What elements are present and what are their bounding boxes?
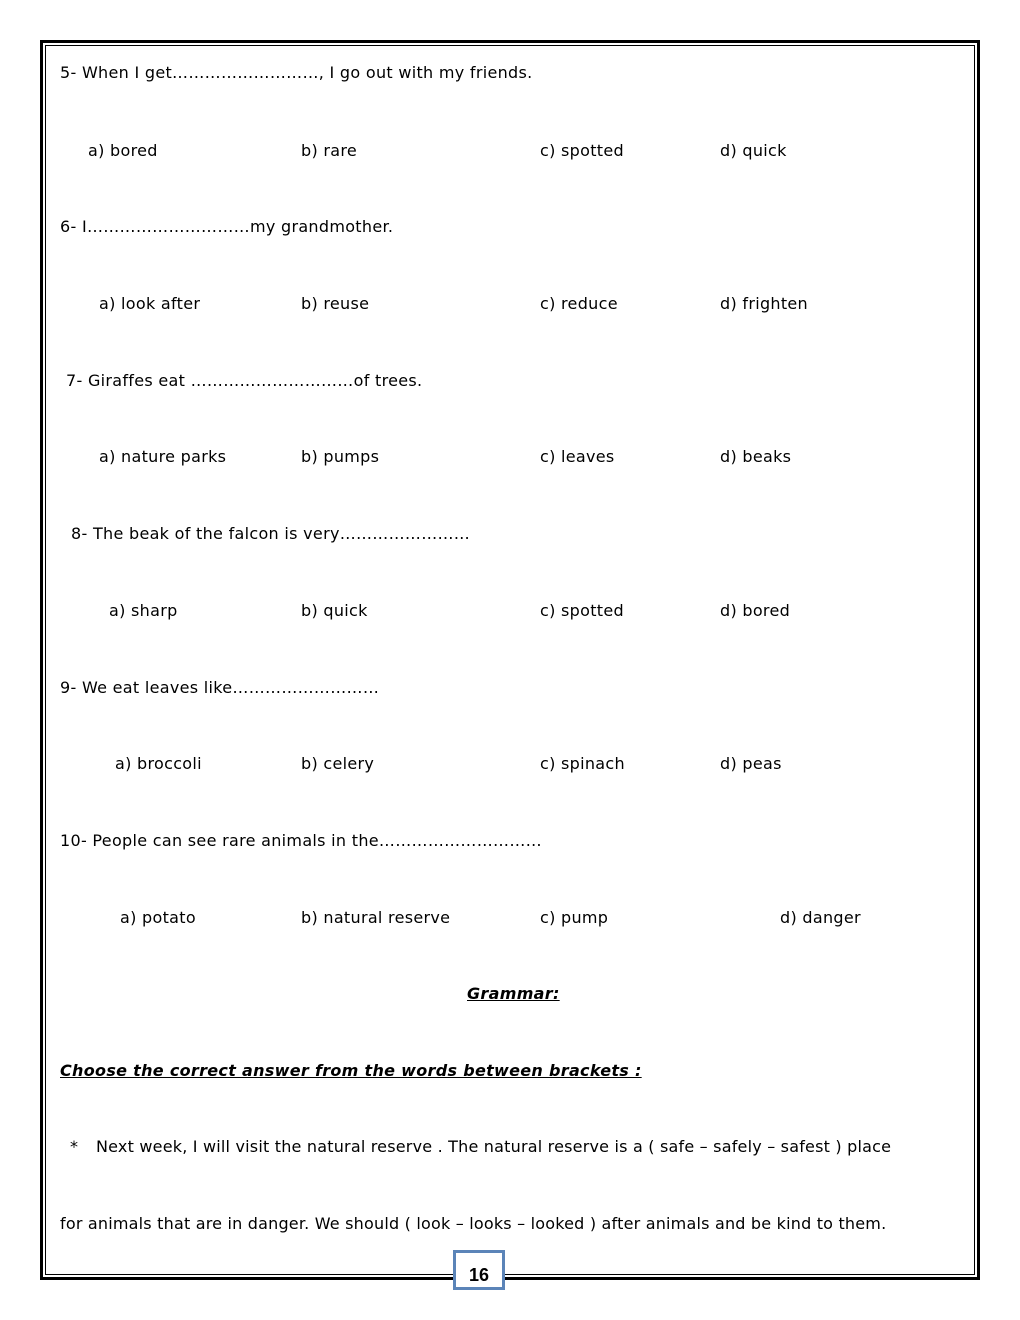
- option-a: a) look after: [99, 294, 201, 313]
- option-a: a) sharp: [109, 601, 178, 620]
- question-7: 7- Giraffes eat …………………………of trees.: [66, 371, 423, 390]
- option-a: a) potato: [120, 908, 196, 927]
- option-d: d) beaks: [720, 447, 792, 466]
- option-c: c) spotted: [540, 141, 624, 160]
- option-a: a) broccoli: [115, 754, 202, 773]
- option-a: a) bored: [88, 141, 158, 160]
- grammar-line-2: for animals that are in danger. We should ( look – looks – looked ) after animals and be kind to them.: [60, 1214, 887, 1233]
- option-b: b) natural reserve: [301, 908, 451, 927]
- question-8: 8- The beak of the falcon is very……………………: [71, 524, 471, 543]
- option-b: b) celery: [301, 754, 375, 773]
- page-number: 16: [453, 1250, 505, 1290]
- option-d: d) peas: [720, 754, 782, 773]
- option-c: c) spotted: [540, 601, 624, 620]
- question-10: 10- People can see rare animals in the…………………………: [60, 831, 542, 850]
- option-b: b) quick: [301, 601, 368, 620]
- grammar-instruction: Choose the correct answer from the words between brackets :: [60, 1061, 642, 1080]
- grammar-heading: Grammar:: [467, 984, 560, 1003]
- question-9: 9- We eat leaves like………………………: [60, 678, 380, 697]
- option-c: c) leaves: [540, 447, 615, 466]
- option-a: a) nature parks: [99, 447, 227, 466]
- option-d: d) frighten: [720, 294, 808, 313]
- option-c: c) spinach: [540, 754, 625, 773]
- option-d: d) quick: [720, 141, 787, 160]
- option-c: c) pump: [540, 908, 609, 927]
- question-5: 5- When I get………………………, I go out with my friends.: [60, 63, 533, 82]
- grammar-line-1: Next week, I will visit the natural reserve . The natural reserve is a ( safe – safely – safest ) place: [96, 1137, 892, 1156]
- option-d: d) bored: [720, 601, 791, 620]
- option-b: b) pumps: [301, 447, 380, 466]
- option-c: c) reduce: [540, 294, 618, 313]
- question-6: 6- I…………………………my grandmother.: [60, 217, 394, 236]
- option-b: b) reuse: [301, 294, 370, 313]
- bullet: *: [70, 1137, 79, 1156]
- option-b: b) rare: [301, 141, 358, 160]
- option-d: d) danger: [780, 908, 861, 927]
